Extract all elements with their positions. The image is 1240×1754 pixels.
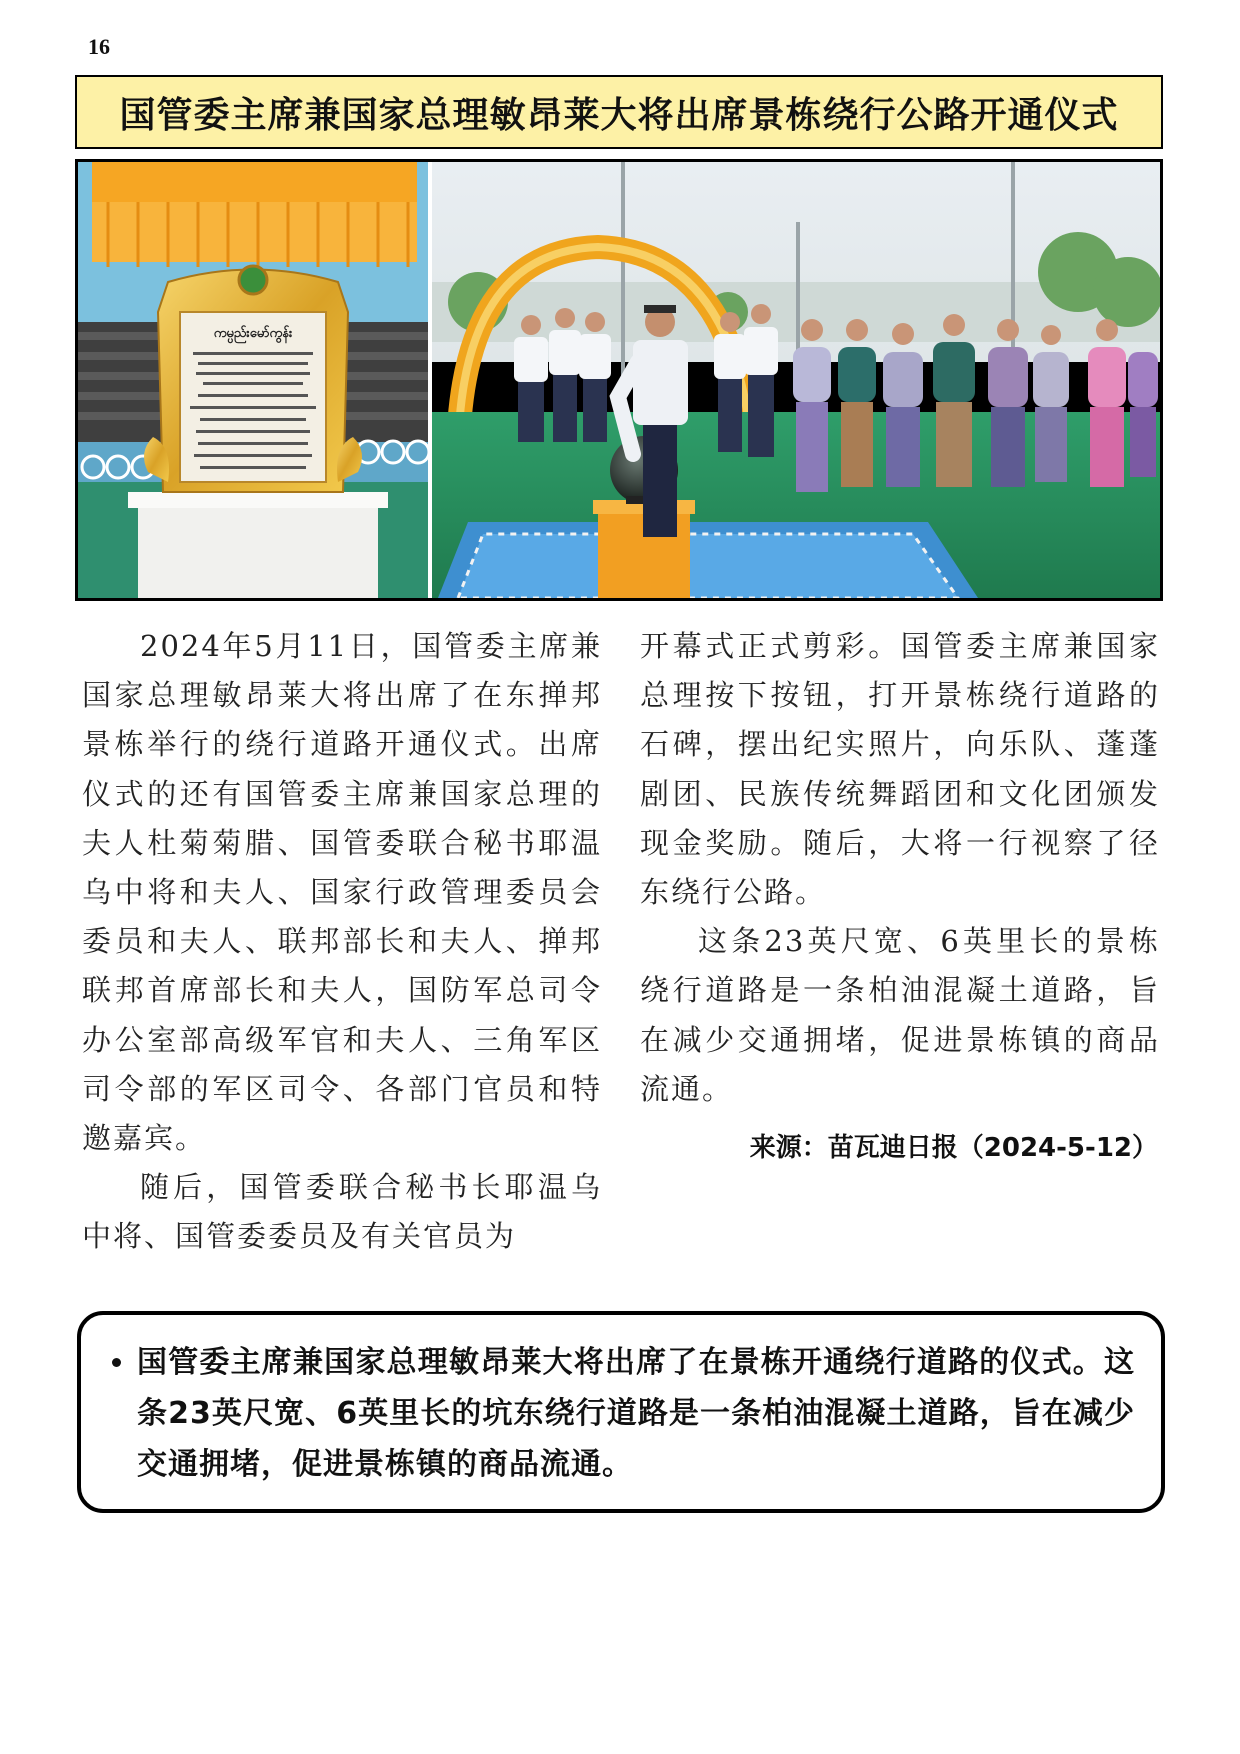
summary-bullet: • 国管委主席兼国家总理敏昂莱大将出席了在景栋开通绕行道路的仪式。这条23英尺宽、6英里长的坑东绕行道路是一条柏油混凝土道路，旨在减少交通拥堵，促进景栋镇的商品流通。 — [137, 1337, 1135, 1490]
plaque-title: ကမ္ပည်းမော်ကွန်း — [213, 326, 293, 341]
article-paragraph: 开幕式正式剪彩。国管委主席兼国家总理按下按钮，打开景栋绕行道路的石碑，摆出纪实照片，向乐队、蓬蓬剧团、民族传统舞蹈团和文化团颁发现金奖励。随后，大将一行视察了径东绕行公路。 — [640, 629, 1160, 910]
photo-illustration — [78, 162, 1160, 598]
article-left-column — [82, 622, 602, 1262]
article-right-column — [640, 622, 1160, 1114]
article-paragraph: 这条23英尺宽、6英里长的景栋绕行道路是一条柏油混凝土道路，旨在减少交通拥堵，促进景栋镇的商品流通。 — [640, 924, 1160, 1106]
page-title: 国管委主席兼国家总理敏昂莱大将出席景栋绕行公路开通仪式 — [119, 94, 1119, 136]
article-source: 来源：苗瓦迪日报（2024-5-12） — [749, 1133, 1158, 1163]
event-photo — [75, 159, 1163, 601]
article-paragraph: 随后，国管委联合秘书长耶温乌中将、国管委委员及有关官员为 — [82, 1170, 602, 1254]
plaque-photo — [78, 162, 429, 598]
page-number: 16 — [88, 34, 110, 59]
title-banner — [75, 75, 1163, 149]
ceremony-photo — [432, 162, 1160, 598]
summary-box — [77, 1311, 1165, 1513]
summary-list — [81, 1315, 1161, 1490]
article-paragraph: 2024年5月11日，国管委主席兼国家总理敏昂莱大将出席了在东掸邦景栋举行的绕行道路开通仪式。出席仪式的还有国管委主席兼国家总理的夫人杜菊菊腊、国管委联合秘书耶温乌中将和夫人、国家行政管理委员会委员和夫人、联邦部长和夫人、掸邦联邦首席部长和夫人，国防军总司令办公室部高级军官和夫人、三角军区司令部的军区司令、各部门官员和特邀嘉宾。 — [82, 629, 602, 1156]
